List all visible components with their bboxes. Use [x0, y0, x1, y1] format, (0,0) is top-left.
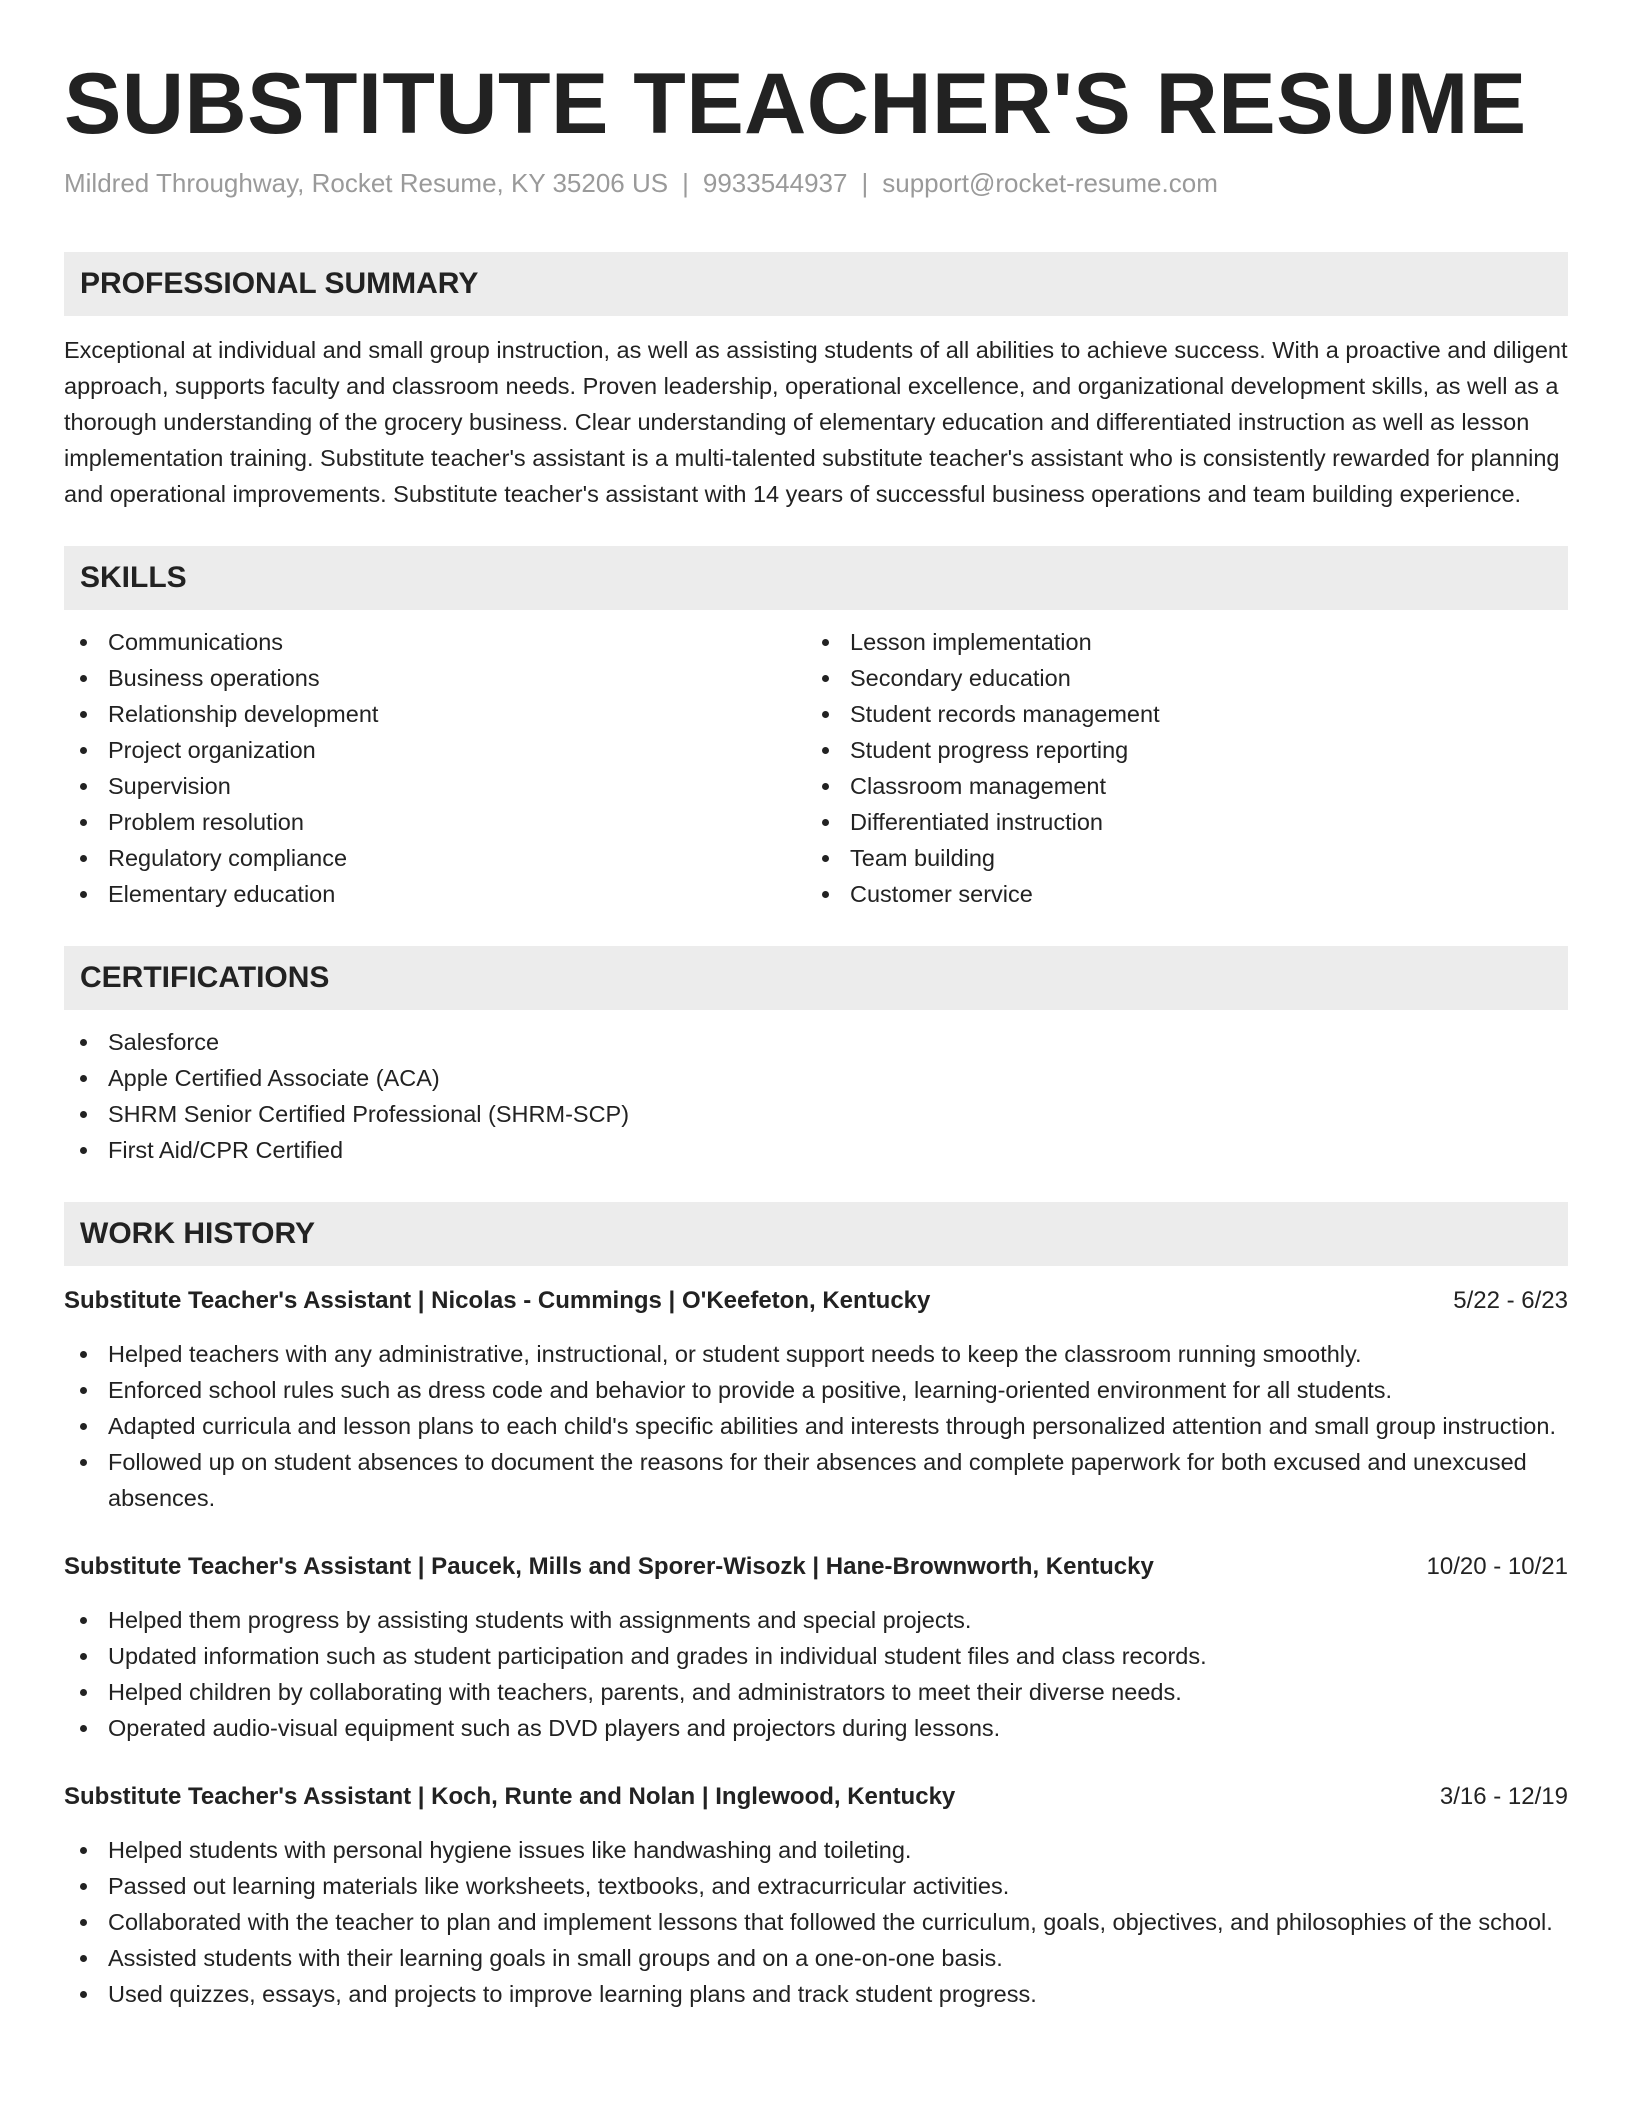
job-duty-item: Assisted students with their learning goals in small groups and on a one-on-one basis. — [64, 1940, 1568, 1976]
section-header-certifications: CERTIFICATIONS — [64, 946, 1568, 1010]
contact-separator: | — [861, 168, 869, 198]
skill-item: Supervision — [64, 768, 806, 804]
job-entry — [64, 1780, 1568, 2012]
skill-item: Elementary education — [64, 876, 806, 912]
certification-item: Apple Certified Associate (ACA) — [64, 1060, 1568, 1096]
job-entry — [64, 1550, 1568, 1746]
skill-item: Secondary education — [806, 660, 1548, 696]
job-duty-item: Helped students with personal hygiene issues like handwashing and toileting. — [64, 1832, 1568, 1868]
skill-item: Team building — [806, 840, 1548, 876]
job-entry — [64, 1284, 1568, 1516]
job-title: Substitute Teacher's Assistant | Paucek, Mills and Sporer-Wisozk | Hane-Brownworth, Kentucky — [64, 1553, 1154, 1580]
skill-item: Regulatory compliance — [64, 840, 806, 876]
skill-item: Lesson implementation — [806, 624, 1548, 660]
skill-item: Student records management — [806, 696, 1548, 732]
job-duty-item: Adapted curricula and lesson plans to each child's specific abilities and interests through personalized attention and small group instruction. — [64, 1408, 1568, 1444]
skill-item: Project organization — [64, 732, 806, 768]
job-duty-item: Helped them progress by assisting students with assignments and special projects. — [64, 1602, 1568, 1638]
skill-item: Classroom management — [806, 768, 1548, 804]
certification-item: SHRM Senior Certified Professional (SHRM-SCP) — [64, 1096, 1568, 1132]
resume-title: SUBSTITUTE TEACHER'S RESUME — [64, 56, 1527, 152]
job-header — [64, 1780, 1568, 1814]
job-duty-item: Updated information such as student participation and grades in individual student files and class records. — [64, 1638, 1568, 1674]
job-duties-list — [64, 1336, 1568, 1516]
certification-item: Salesforce — [64, 1024, 1568, 1060]
contact-separator: | — [682, 168, 689, 198]
skill-item: Relationship development — [64, 696, 806, 732]
job-duty-item: Helped children by collaborating with teachers, parents, and administrators to meet their diverse needs. — [64, 1674, 1568, 1710]
job-duties-list — [64, 1602, 1568, 1746]
skill-item: Problem resolution — [64, 804, 806, 840]
skill-item: Customer service — [806, 876, 1548, 912]
skill-item: Differentiated instruction — [806, 804, 1548, 840]
job-dates: 5/22 - 6/23 — [1453, 1287, 1568, 1314]
job-duty-item: Enforced school rules such as dress code and behavior to provide a positive, learning-oriented environment for all students. — [64, 1372, 1568, 1408]
skill-item: Student progress reporting — [806, 732, 1548, 768]
job-header — [64, 1284, 1568, 1318]
skills-list-left — [64, 624, 806, 912]
contact-address: Mildred Throughway, Rocket Resume, KY 35206 US — [64, 168, 669, 198]
certifications-list — [64, 1024, 1568, 1168]
job-duty-item: Operated audio-visual equipment such as DVD players and projectors during lessons. — [64, 1710, 1568, 1746]
section-header-summary: PROFESSIONAL SUMMARY — [64, 252, 1568, 316]
job-duty-item: Collaborated with the teacher to plan and implement lessons that followed the curriculum, goals, objectives, and philosophies of the school. — [64, 1904, 1568, 1940]
section-header-work-history: WORK HISTORY — [64, 1202, 1568, 1266]
summary-text: Exceptional at individual and small group instruction, as well as assisting students of all abilities to achieve success. With a proactive and diligent approach, supports faculty and classroom needs. Proven leadership, operational excellence, and organizational development skills, as well as a thorough understanding of the grocery business. Clear understanding of elementary education and differentiated instruction as well as lesson implementation training. Substitute teacher's assistant is a multi-talented substitute teacher's assistant who is consistently rewarded for planning and operational improvements. Substitute teacher's assistant with 14 years of successful business operations and team building experience. — [64, 337, 1568, 507]
skill-item: Communications — [64, 624, 806, 660]
skill-item: Business operations — [64, 660, 806, 696]
job-title: Substitute Teacher's Assistant | Koch, Runte and Nolan | Inglewood, Kentucky — [64, 1783, 956, 1810]
certification-item: First Aid/CPR Certified — [64, 1132, 1568, 1168]
skills-list-right — [806, 624, 1548, 912]
skills-columns — [64, 624, 1568, 912]
job-duty-item: Passed out learning materials like worksheets, textbooks, and extracurricular activities. — [64, 1868, 1568, 1904]
job-header — [64, 1550, 1568, 1584]
job-duty-item: Helped teachers with any administrative, instructional, or student support needs to keep the classroom running smoothly. — [64, 1336, 1568, 1372]
contact-email[interactable]: support@rocket-resume.com — [882, 168, 1218, 198]
job-dates: 3/16 - 12/19 — [1439, 1783, 1568, 1810]
job-duty-item: Used quizzes, essays, and projects to improve learning plans and track student progress. — [64, 1976, 1568, 2012]
job-dates: 10/20 - 10/21 — [1426, 1553, 1568, 1580]
contact-phone: 9933544937 — [702, 168, 848, 198]
contact-line — [64, 166, 1568, 200]
job-duties-list — [64, 1832, 1568, 2012]
job-duty-item: Followed up on student absences to document the reasons for their absences and complete paperwork for both excused and unexcused absences. — [64, 1444, 1568, 1516]
section-header-skills: SKILLS — [64, 546, 1568, 610]
job-title: Substitute Teacher's Assistant | Nicolas - Cummings | O'Keefeton, Kentucky — [64, 1287, 931, 1314]
